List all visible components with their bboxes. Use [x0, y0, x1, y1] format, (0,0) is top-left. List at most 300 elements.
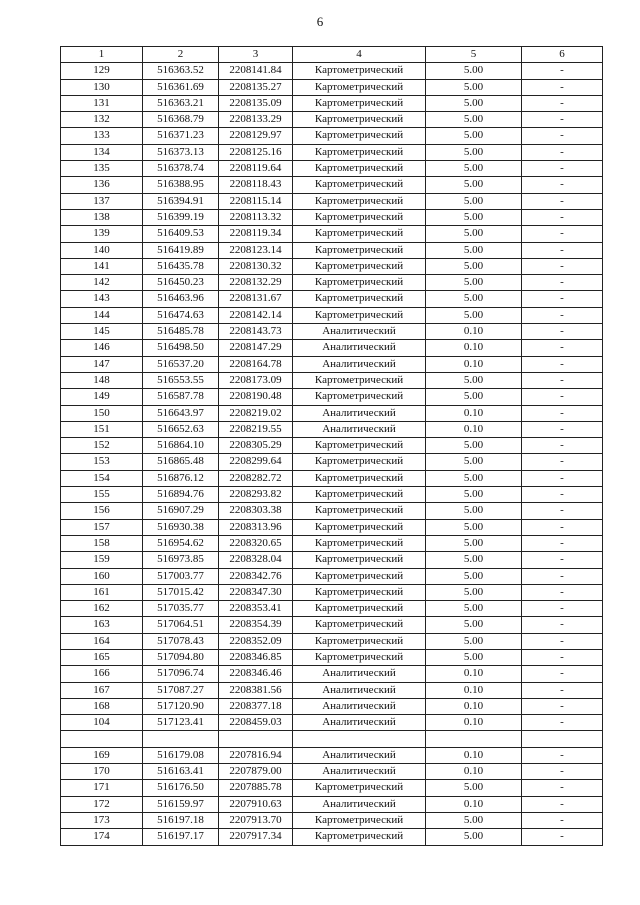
table-cell: Картометрический: [293, 535, 426, 551]
table-cell: Картометрический: [293, 438, 426, 454]
table-cell: 2208133.29: [219, 112, 293, 128]
table-cell: 5.00: [426, 258, 522, 274]
table-cell: -: [522, 487, 603, 503]
table-cell: Картометрический: [293, 177, 426, 193]
table-cell: 516361.69: [143, 79, 219, 95]
table-cell: 516159.97: [143, 796, 219, 812]
table-cell: 135: [61, 161, 143, 177]
table-cell: 2208118.43: [219, 177, 293, 193]
table-cell: -: [522, 112, 603, 128]
table-cell: 2208131.67: [219, 291, 293, 307]
table-row: [61, 226, 603, 242]
table-row: [61, 829, 603, 845]
table-cell: 2208320.65: [219, 535, 293, 551]
table-cell: 516373.13: [143, 144, 219, 160]
table-cell: Картометрический: [293, 812, 426, 828]
table-cell: Картометрический: [293, 519, 426, 535]
table-cell: 517123.41: [143, 715, 219, 731]
table-row: [61, 324, 603, 340]
table-cell: 2208303.38: [219, 503, 293, 519]
table-cell: 516930.38: [143, 519, 219, 535]
table-cell: -: [522, 519, 603, 535]
table-cell: 0.10: [426, 405, 522, 421]
table-cell: Аналитический: [293, 405, 426, 421]
table-row: [61, 633, 603, 649]
table-row: [61, 584, 603, 600]
table-cell: Картометрический: [293, 568, 426, 584]
table-cell: -: [522, 421, 603, 437]
table-cell: 0.10: [426, 340, 522, 356]
table-cell: Картометрический: [293, 601, 426, 617]
table-cell: Картометрический: [293, 372, 426, 388]
table-cell: 2208130.32: [219, 258, 293, 274]
table-cell: 2208141.84: [219, 63, 293, 79]
header-cell: 1: [61, 47, 143, 63]
table-cell: Картометрический: [293, 584, 426, 600]
table-row: [61, 307, 603, 323]
table-cell: 5.00: [426, 275, 522, 291]
table-cell: 5.00: [426, 95, 522, 111]
table-cell: 5.00: [426, 226, 522, 242]
table-cell: 174: [61, 829, 143, 845]
table-row: [61, 356, 603, 372]
table-cell: Картометрический: [293, 193, 426, 209]
table-cell: Картометрический: [293, 617, 426, 633]
table-cell: 2207879.00: [219, 764, 293, 780]
table-cell: 516197.17: [143, 829, 219, 845]
table-cell: 517096.74: [143, 666, 219, 682]
table-cell: 2208346.46: [219, 666, 293, 682]
table-cell: 5.00: [426, 454, 522, 470]
table-cell: 2208347.30: [219, 584, 293, 600]
table-cell: -: [522, 503, 603, 519]
table-cell: 2208143.73: [219, 324, 293, 340]
table-cell: -: [522, 242, 603, 258]
table-cell: 137: [61, 193, 143, 209]
table-cell: Картометрический: [293, 79, 426, 95]
table-cell: 517094.80: [143, 649, 219, 665]
table-cell: 0.10: [426, 747, 522, 763]
table-cell: -: [522, 698, 603, 714]
table-cell: -: [522, 438, 603, 454]
table-row: [61, 682, 603, 698]
table-row: [61, 649, 603, 665]
table-row: [61, 454, 603, 470]
table-row: [61, 193, 603, 209]
table-cell: Картометрический: [293, 209, 426, 225]
table-row: [61, 209, 603, 225]
table-cell: 516371.23: [143, 128, 219, 144]
table-cell: 2208381.56: [219, 682, 293, 698]
table-cell: Картометрический: [293, 307, 426, 323]
table-cell: Картометрический: [293, 633, 426, 649]
table-row: [61, 372, 603, 388]
table-cell: 2207917.34: [219, 829, 293, 845]
table-row: [61, 519, 603, 535]
table-cell: Аналитический: [293, 356, 426, 372]
table-cell: 0.10: [426, 356, 522, 372]
table-cell: -: [522, 177, 603, 193]
table-cell: 5.00: [426, 161, 522, 177]
table-cell: 5.00: [426, 79, 522, 95]
table-cell: 2208219.02: [219, 405, 293, 421]
table-cell: 145: [61, 324, 143, 340]
table-cell: Картометрический: [293, 780, 426, 796]
table-cell: 170: [61, 764, 143, 780]
table-cell: -: [522, 829, 603, 845]
table-cell: Картометрический: [293, 161, 426, 177]
table-cell: 167: [61, 682, 143, 698]
table-cell: 2208354.39: [219, 617, 293, 633]
table-cell: 157: [61, 519, 143, 535]
table-row: [61, 291, 603, 307]
table-cell: -: [522, 340, 603, 356]
table-cell: 2208342.76: [219, 568, 293, 584]
table-cell: 5.00: [426, 829, 522, 845]
table-row: [61, 601, 603, 617]
table-cell: 5.00: [426, 144, 522, 160]
table-cell: 5.00: [426, 487, 522, 503]
table-cell: 129: [61, 63, 143, 79]
table-row: [61, 780, 603, 796]
table-row: [61, 503, 603, 519]
table-row: [61, 242, 603, 258]
table-cell: 139: [61, 226, 143, 242]
table-cell: 171: [61, 780, 143, 796]
table-cell: [61, 731, 143, 747]
table-cell: 517078.43: [143, 633, 219, 649]
table-cell: 148: [61, 372, 143, 388]
table-cell: 2208119.64: [219, 161, 293, 177]
table-cell: 2208353.41: [219, 601, 293, 617]
table-cell: Аналитический: [293, 715, 426, 731]
table-cell: 2207913.70: [219, 812, 293, 828]
table-cell: 143: [61, 291, 143, 307]
table-cell: 5.00: [426, 193, 522, 209]
table-row: [61, 747, 603, 763]
table-cell: 151: [61, 421, 143, 437]
table-cell: 153: [61, 454, 143, 470]
table-cell: 0.10: [426, 666, 522, 682]
table-cell: Картометрический: [293, 95, 426, 111]
table-cell: 2208293.82: [219, 487, 293, 503]
table-cell: 516435.78: [143, 258, 219, 274]
table-cell: 2208132.29: [219, 275, 293, 291]
coordinates-table: [60, 46, 603, 846]
table-cell: Аналитический: [293, 796, 426, 812]
table-row: [61, 128, 603, 144]
table-cell: -: [522, 63, 603, 79]
table-cell: 5.00: [426, 209, 522, 225]
table-cell: 154: [61, 470, 143, 486]
table-cell: 516388.95: [143, 177, 219, 193]
table-cell: 0.10: [426, 698, 522, 714]
table-body: [61, 63, 603, 845]
table-cell: Аналитический: [293, 666, 426, 682]
table-cell: 2208173.09: [219, 372, 293, 388]
table-cell: 516409.53: [143, 226, 219, 242]
table-cell: -: [522, 666, 603, 682]
table-cell: 516876.12: [143, 470, 219, 486]
page-number: 6: [316, 14, 324, 29]
table-cell: 5.00: [426, 519, 522, 535]
table-cell: 155: [61, 487, 143, 503]
table-cell: 5.00: [426, 389, 522, 405]
header-cell: 4: [293, 47, 426, 63]
table-cell: -: [522, 372, 603, 388]
table-row: [61, 715, 603, 731]
table-cell: 133: [61, 128, 143, 144]
table-cell: 5.00: [426, 584, 522, 600]
table-cell: 5.00: [426, 633, 522, 649]
table-cell: -: [522, 291, 603, 307]
table-cell: 161: [61, 584, 143, 600]
table-cell: 516163.41: [143, 764, 219, 780]
table-cell: -: [522, 764, 603, 780]
table-cell: Картометрический: [293, 649, 426, 665]
table-cell: 516954.62: [143, 535, 219, 551]
table-cell: 2208459.03: [219, 715, 293, 731]
table-cell: 516894.76: [143, 487, 219, 503]
table-cell: 516378.74: [143, 161, 219, 177]
table-cell: 516864.10: [143, 438, 219, 454]
table-cell: Картометрический: [293, 144, 426, 160]
table-cell: -: [522, 324, 603, 340]
table-cell: 2208328.04: [219, 552, 293, 568]
table-cell: -: [522, 79, 603, 95]
table-cell: -: [522, 307, 603, 323]
table-cell: -: [522, 715, 603, 731]
table-cell: Аналитический: [293, 747, 426, 763]
header-row: [61, 47, 603, 63]
table-cell: Аналитический: [293, 682, 426, 698]
table-cell: 5.00: [426, 535, 522, 551]
table-row: [61, 764, 603, 780]
table-row: [61, 731, 603, 747]
table-row: [61, 95, 603, 111]
table-row: [61, 144, 603, 160]
table-cell: -: [522, 649, 603, 665]
table-cell: 516553.55: [143, 372, 219, 388]
table-row: [61, 552, 603, 568]
table-cell: 516865.48: [143, 454, 219, 470]
table-cell: 516652.63: [143, 421, 219, 437]
table-cell: 2208313.96: [219, 519, 293, 535]
table-cell: 5.00: [426, 649, 522, 665]
table-cell: -: [522, 275, 603, 291]
table-cell: -: [522, 633, 603, 649]
table-cell: 516399.19: [143, 209, 219, 225]
table-cell: 0.10: [426, 715, 522, 731]
table-cell: Картометрический: [293, 470, 426, 486]
table-cell: 2208142.14: [219, 307, 293, 323]
header-cell: 6: [522, 47, 603, 63]
table-cell: 517015.42: [143, 584, 219, 600]
table-cell: -: [522, 454, 603, 470]
table-row: [61, 161, 603, 177]
table-cell: 158: [61, 535, 143, 551]
table-cell: 172: [61, 796, 143, 812]
table-cell: 150: [61, 405, 143, 421]
table-cell: 2208125.16: [219, 144, 293, 160]
table-cell: 2208113.32: [219, 209, 293, 225]
table-cell: 516363.21: [143, 95, 219, 111]
table-cell: -: [522, 535, 603, 551]
table-cell: 516176.50: [143, 780, 219, 796]
table-cell: -: [522, 161, 603, 177]
table-cell: 516450.23: [143, 275, 219, 291]
table-cell: 2207885.78: [219, 780, 293, 796]
table-cell: 104: [61, 715, 143, 731]
table-cell: 516973.85: [143, 552, 219, 568]
table-cell: 5.00: [426, 242, 522, 258]
table-row: [61, 796, 603, 812]
table-row: [61, 112, 603, 128]
table-cell: 2208164.78: [219, 356, 293, 372]
table-cell: 2208123.14: [219, 242, 293, 258]
table-cell: 2208219.55: [219, 421, 293, 437]
table-cell: 164: [61, 633, 143, 649]
table-cell: -: [522, 356, 603, 372]
table-cell: Аналитический: [293, 324, 426, 340]
table-cell: 517087.27: [143, 682, 219, 698]
table-row: [61, 470, 603, 486]
table-row: [61, 617, 603, 633]
table-cell: 516537.20: [143, 356, 219, 372]
table-cell: -: [522, 796, 603, 812]
table-cell: Аналитический: [293, 764, 426, 780]
table-cell: Картометрический: [293, 112, 426, 128]
header-cell: 3: [219, 47, 293, 63]
table-row: [61, 421, 603, 437]
table-cell: 5.00: [426, 177, 522, 193]
table-cell: 142: [61, 275, 143, 291]
table-cell: 138: [61, 209, 143, 225]
table-header: [61, 47, 603, 63]
header-cell: 2: [143, 47, 219, 63]
table-cell: 134: [61, 144, 143, 160]
table-cell: Картометрический: [293, 258, 426, 274]
table-cell: 2208346.85: [219, 649, 293, 665]
table-cell: 160: [61, 568, 143, 584]
table-cell: 0.10: [426, 324, 522, 340]
table-cell: 156: [61, 503, 143, 519]
table-cell: 516419.89: [143, 242, 219, 258]
table-cell: Картометрический: [293, 552, 426, 568]
table-cell: -: [522, 568, 603, 584]
table-cell: 516485.78: [143, 324, 219, 340]
table-row: [61, 63, 603, 79]
table-cell: Аналитический: [293, 340, 426, 356]
table-cell: 2208305.29: [219, 438, 293, 454]
table-cell: Аналитический: [293, 698, 426, 714]
table-cell: -: [522, 389, 603, 405]
table-cell: [219, 731, 293, 747]
table-cell: 2208147.29: [219, 340, 293, 356]
table-row: [61, 340, 603, 356]
table-cell: 5.00: [426, 438, 522, 454]
table-cell: 2208282.72: [219, 470, 293, 486]
table-cell: 5.00: [426, 812, 522, 828]
table-cell: 5.00: [426, 617, 522, 633]
table-cell: 516498.50: [143, 340, 219, 356]
table-cell: [426, 731, 522, 747]
table-cell: 5.00: [426, 601, 522, 617]
table-cell: Картометрический: [293, 389, 426, 405]
table-row: [61, 275, 603, 291]
table-cell: Картометрический: [293, 454, 426, 470]
table-cell: 0.10: [426, 421, 522, 437]
table-cell: 152: [61, 438, 143, 454]
table-cell: -: [522, 258, 603, 274]
table-cell: 2208352.09: [219, 633, 293, 649]
table-cell: 141: [61, 258, 143, 274]
table-row: [61, 79, 603, 95]
table-cell: 516394.91: [143, 193, 219, 209]
table-cell: -: [522, 405, 603, 421]
table-cell: Картометрический: [293, 291, 426, 307]
table-cell: 140: [61, 242, 143, 258]
table-cell: 144: [61, 307, 143, 323]
table-cell: 146: [61, 340, 143, 356]
table-cell: 5.00: [426, 63, 522, 79]
table-cell: Картометрический: [293, 226, 426, 242]
table-row: [61, 568, 603, 584]
table-row: [61, 487, 603, 503]
table-cell: -: [522, 747, 603, 763]
table-cell: -: [522, 144, 603, 160]
table-cell: Картометрический: [293, 63, 426, 79]
table-row: [61, 177, 603, 193]
table-cell: 5.00: [426, 470, 522, 486]
table-cell: -: [522, 552, 603, 568]
table-cell: 168: [61, 698, 143, 714]
table-cell: -: [522, 226, 603, 242]
table-cell: 5.00: [426, 780, 522, 796]
table-cell: 163: [61, 617, 143, 633]
table-cell: 2208115.14: [219, 193, 293, 209]
table-cell: 136: [61, 177, 143, 193]
table-row: [61, 698, 603, 714]
table-cell: 2208299.64: [219, 454, 293, 470]
table-cell: 149: [61, 389, 143, 405]
table-cell: 2208135.27: [219, 79, 293, 95]
table-cell: Картометрический: [293, 503, 426, 519]
table-cell: 5.00: [426, 291, 522, 307]
table-cell: 2207816.94: [219, 747, 293, 763]
table-cell: -: [522, 617, 603, 633]
table-cell: 517064.51: [143, 617, 219, 633]
table-cell: 516587.78: [143, 389, 219, 405]
table-row: [61, 535, 603, 551]
table-cell: -: [522, 682, 603, 698]
table-cell: 132: [61, 112, 143, 128]
table-cell: 5.00: [426, 568, 522, 584]
table-cell: 516474.63: [143, 307, 219, 323]
table-cell: 166: [61, 666, 143, 682]
table-cell: 2207910.63: [219, 796, 293, 812]
table-cell: 173: [61, 812, 143, 828]
table-cell: 5.00: [426, 128, 522, 144]
table-cell: 0.10: [426, 796, 522, 812]
table-cell: 0.10: [426, 764, 522, 780]
table-cell: -: [522, 812, 603, 828]
table-cell: -: [522, 584, 603, 600]
table-cell: -: [522, 780, 603, 796]
table-cell: 147: [61, 356, 143, 372]
table-cell: 130: [61, 79, 143, 95]
table-cell: Картометрический: [293, 487, 426, 503]
